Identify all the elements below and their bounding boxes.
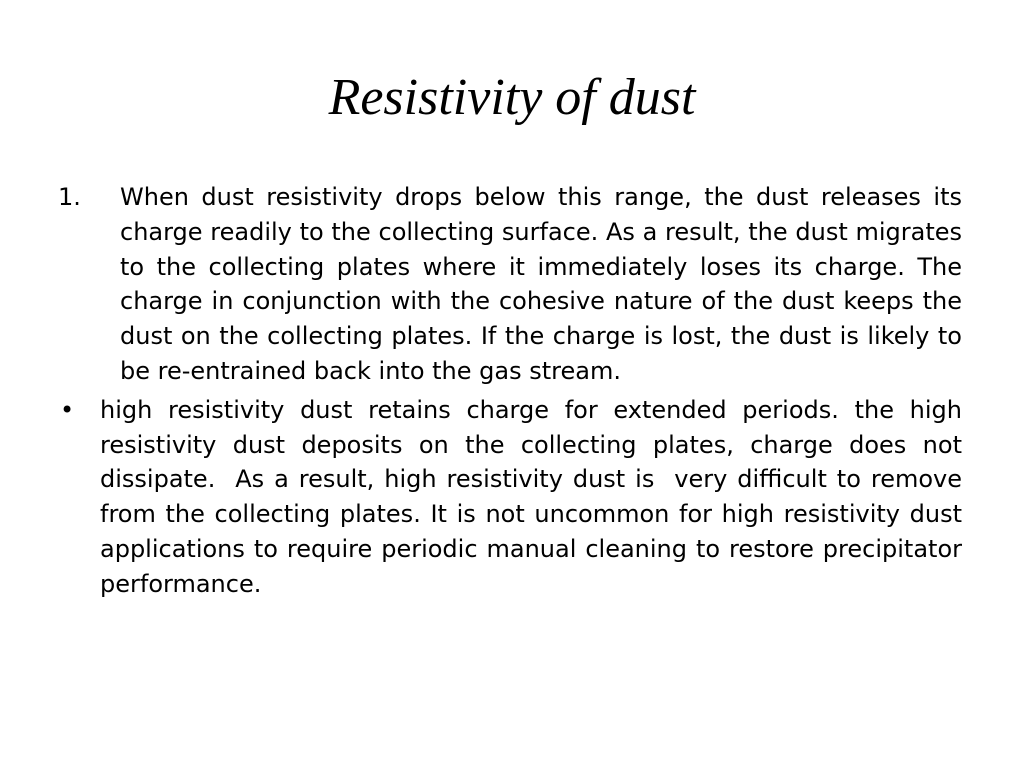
list-item-bullet xyxy=(58,393,970,602)
slide-body xyxy=(58,180,970,606)
list-item-text: When dust resistivity drops below this range, the dust releases its charge readily to the collecting surface. As a result, the dust migrates to the collecting plates where it immediately loses its charge. The charge in conjunction with the cohesive nature of the dust keeps the dust on the collecting plates. If the charge is lost, the dust is likely to be re-entrained back into the gas stream. xyxy=(120,183,970,385)
list-number: 1. xyxy=(58,183,81,211)
list-item-numbered xyxy=(58,180,970,389)
slide-title: Resistivity of dust xyxy=(328,69,696,126)
list-item-text: high resistivity dust retains charge for extended periods. the high resistivity dust deposits on the collecting plates, charge does not dissipate. As a result, high resistivity dust is very difficult to remove from the collecting plates. It is not uncommon for high resistivity dust applications to require periodic manual cleaning to restore precipitator performance. xyxy=(100,395,970,598)
bullet-icon: • xyxy=(60,395,75,424)
